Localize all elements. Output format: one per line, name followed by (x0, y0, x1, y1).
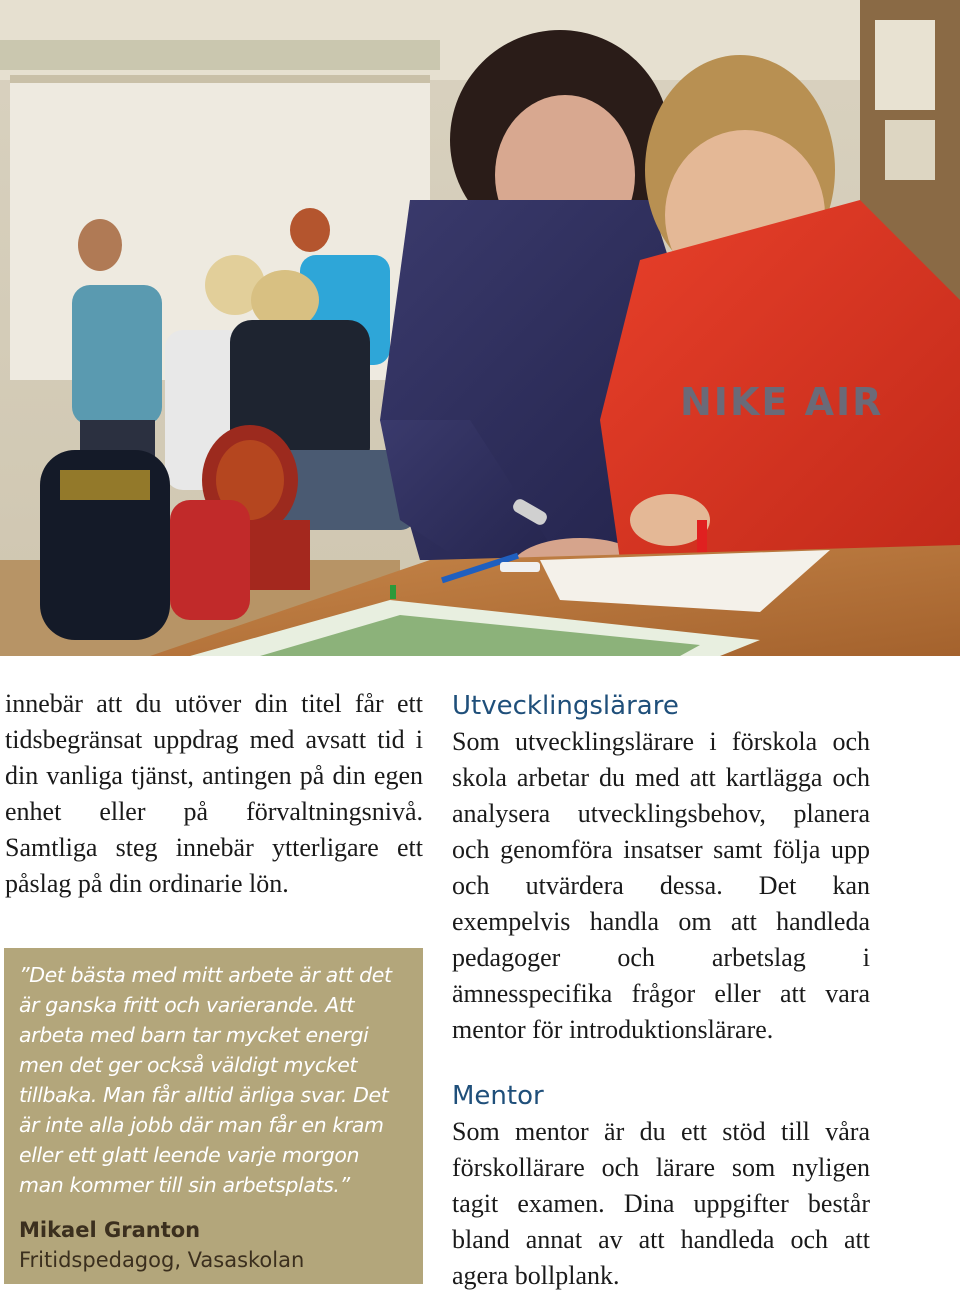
intro-paragraph: innebär att du utöver din titel får ett tidsbegränsat uppdrag med avsatt tid i din vanliga tjänst, antingen på din egen enhet eller på förvaltningsnivå. Samtliga steg innebär ytterligare ett påslag på din ordinarie lön. (5, 689, 423, 898)
roles-column (452, 688, 870, 1294)
quote-role: Fritidspedagog, Vasaskolan (19, 1248, 305, 1272)
intro-column (5, 686, 423, 902)
svg-text:NIKE AIR: NIKE AIR (680, 380, 884, 424)
quote-text: ”Det bästa med mitt arbete är att det är ganska fritt och varierande. Att arbeta med barn tar mycket energi men det ger också väldigt mycket tillbaka. Man får alltid ärliga svar. Det är inte alla jobb där man får en kram eller ett glatt leende varje morgon man kommer till sin arbetsplats.” (19, 963, 392, 1197)
quote-box (4, 948, 423, 1284)
section-heading-utvecklingslarare: Utvecklingslärare (452, 691, 679, 721)
section-body-mentor: Som mentor är du ett stöd till våra förskollärare och lärare som nyligen tagit examen. Dina uppgifter består bland annat av att handleda och att agera bollplank. (452, 1117, 870, 1290)
quote-author: Mikael Granton (19, 1218, 201, 1242)
section-heading-mentor: Mentor (452, 1081, 544, 1111)
section-body-utvecklingslarare: Som utvecklingslärare i förskola och skola arbetar du med att kartlägga och analysera utvecklingsbehov, planera och genomföra insatser samt följa upp och utvärdera dessa. Det kan exempelvis handla om att handleda pedagoger och arbetslag i ämnesspecifika frågor eller att vara mentor för introduktionslärare. (452, 727, 870, 1044)
